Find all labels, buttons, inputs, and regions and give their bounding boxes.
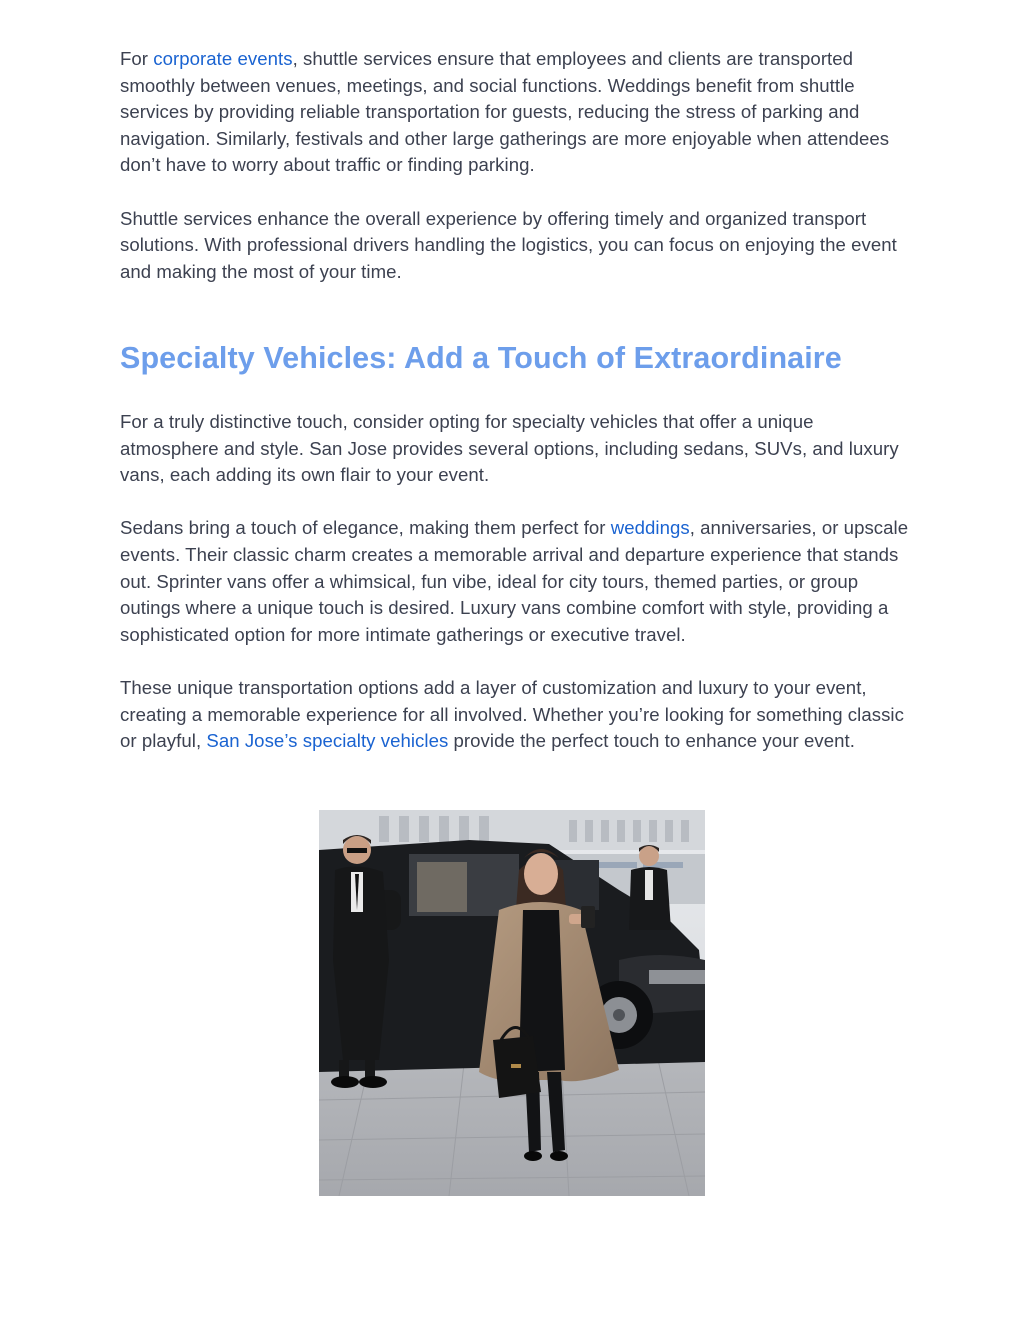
paragraph-text: These unique transportation options add a layer of customization and luxury to your event, creating a memorable experience for all involved. Whether you’re looking for something classic or playful, [120, 676, 904, 752]
paragraph-text: For [120, 48, 154, 69]
paragraph-text: provide the perfect touch to enhance your event. [448, 730, 855, 752]
section-specialty-vehicles [120, 409, 910, 755]
paragraph-sedans [120, 515, 910, 648]
paragraph-unique-options [120, 675, 910, 755]
paragraph-corporate-events [120, 46, 910, 179]
weddings-link[interactable]: weddings [610, 517, 690, 539]
paragraph-text: , anniversaries, or upscale events. Their classic charm creates a memorable arrival and departure experience that stands out. Sprinter vans offer a whimsical, fun vibe, ideal for city tours, themed parties, or group outings where a unique touch is desired. Luxury vans combine comfort with style, providing a sophisticated option for more intimate gatherings or executive travel. [120, 517, 909, 645]
paragraph-shuttle-experience: Shuttle services enhance the overall experience by offering timely and organized transport solutions. With professional drivers handling the logistics, you can focus on enjoying the event and making the most of your time. [120, 207, 897, 282]
section-shuttle-services [120, 46, 910, 285]
event-photo [319, 810, 705, 1196]
section-heading-specialty-vehicles: Specialty Vehicles: Add a Touch of Extraordinaire [120, 341, 842, 375]
corporate-events-link[interactable]: corporate events [153, 48, 293, 69]
paragraph-distinctive-touch: For a truly distinctive touch, consider opting for specialty vehicles that offer a unique atmosphere and style. San Jose provides several options, including sedans, SUVs, and luxury vans, each adding its own flair to your event. [120, 411, 899, 486]
paragraph-text: Sedans bring a touch of elegance, making them perfect for [120, 517, 611, 539]
paragraph-text: , shuttle services ensure that employees and clients are transported smoothly between venues, meetings, and social functions. Weddings benefit from shuttle services by providing reliable transportation for guests, reducing the stress of parking and navigation. Similarly, festivals and other large gatherings are more enjoyable when attendees don’t have to worry about traffic or finding parking. [120, 48, 890, 176]
specialty-vehicles-link[interactable]: San Jose’s specialty vehicles [206, 730, 449, 752]
